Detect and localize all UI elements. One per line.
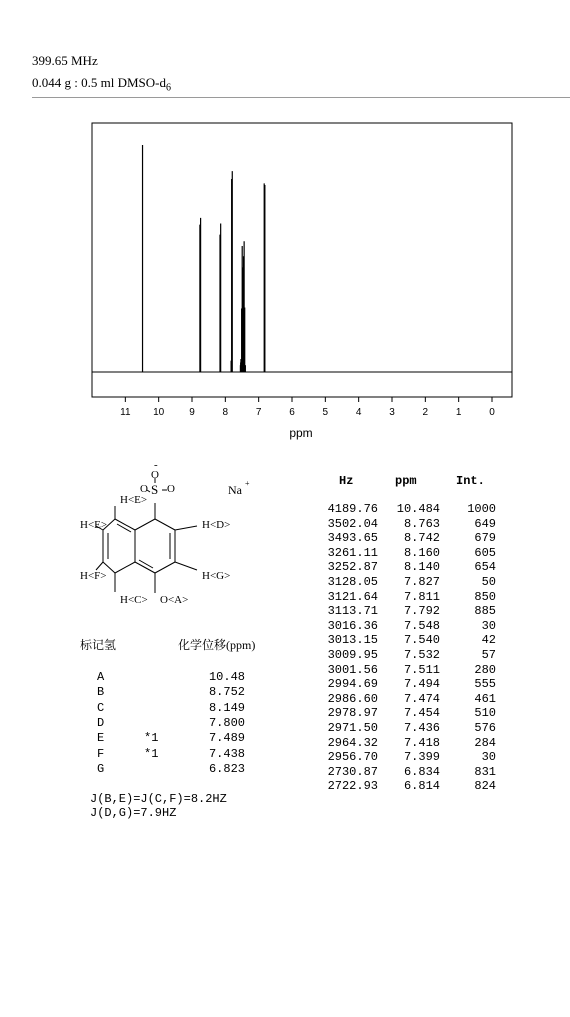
assignment-note: *1 bbox=[144, 746, 159, 761]
coupling-line: J(B,E)=J(C,F)=8.2HZ bbox=[90, 792, 227, 806]
peak-int: 1000 bbox=[467, 502, 496, 516]
counterion-na: Na bbox=[228, 483, 242, 497]
sample-prefix: 0.044 g : 0.5 ml DMSO-d bbox=[32, 75, 166, 90]
peak-int: 42 bbox=[481, 633, 496, 648]
assignment-label: E bbox=[97, 731, 105, 746]
atom-charge-minus: - bbox=[154, 459, 158, 471]
peak-ppm: 10.484 bbox=[396, 502, 440, 516]
atom-h-c: H<C> bbox=[120, 594, 148, 606]
peak-ppm: 7.494 bbox=[403, 677, 440, 692]
peak-hz: 3252.87 bbox=[327, 560, 378, 575]
peak-hz: 2730.87 bbox=[327, 764, 378, 779]
peak-int: 555 bbox=[474, 677, 496, 692]
assignment-shift: 7.800 bbox=[208, 715, 245, 730]
peak-ppm: 8.140 bbox=[403, 560, 440, 575]
peak-hz: 2722.93 bbox=[327, 779, 378, 794]
atom-o-right: O bbox=[167, 483, 175, 495]
peak-int: 885 bbox=[474, 604, 496, 619]
assignment-shift: 6.823 bbox=[208, 761, 245, 776]
peak-hz: 3493.65 bbox=[327, 531, 378, 546]
peak-hz: 3009.95 bbox=[327, 648, 378, 662]
counterion-charge: + bbox=[245, 479, 250, 488]
peak-hz: 3121.64 bbox=[327, 589, 378, 604]
peak-hz: 2978.97 bbox=[327, 706, 378, 721]
peak-int: 57 bbox=[481, 648, 496, 662]
peak-ppm: 7.511 bbox=[403, 662, 440, 677]
assignment-note: *1 bbox=[144, 731, 159, 746]
coupling-constants bbox=[90, 792, 227, 820]
peak-int: 461 bbox=[474, 691, 496, 706]
assignment-label: F bbox=[97, 746, 105, 761]
peak-hz: 4189.76 bbox=[327, 502, 378, 516]
peak-ppm: 7.474 bbox=[403, 691, 440, 706]
peak-int: 576 bbox=[474, 721, 496, 735]
frequency-label: 399.65 MHz bbox=[32, 53, 98, 68]
peak-int: 649 bbox=[474, 516, 496, 531]
peak-table-header-hz: Hz bbox=[339, 474, 354, 488]
x-axis-label: ppm bbox=[289, 426, 313, 440]
molecule-structure bbox=[0, 0, 320, 620]
peak-ppm: 7.792 bbox=[403, 604, 440, 619]
peak-ppm: 7.811 bbox=[403, 589, 440, 604]
x-tick-label: 2 bbox=[422, 407, 429, 418]
peak-table-header-ppm: ppm bbox=[395, 474, 417, 488]
peak-hz: 3001.56 bbox=[327, 662, 378, 677]
x-tick-label: 10 bbox=[153, 407, 165, 418]
x-tick-label: 3 bbox=[389, 407, 395, 418]
x-tick-label: 6 bbox=[289, 407, 295, 418]
peak-hz: 2956.70 bbox=[327, 750, 378, 765]
peak-hz: 3502.04 bbox=[327, 516, 378, 531]
assignment-shift: 7.489 bbox=[208, 731, 245, 746]
x-tick-label: 7 bbox=[255, 407, 262, 418]
peak-ppm: 8.742 bbox=[403, 531, 440, 546]
peak-int: 831 bbox=[474, 764, 496, 779]
peak-ppm: 7.532 bbox=[403, 648, 440, 662]
x-tick-label: 0 bbox=[489, 407, 495, 418]
peak-hz: 3261.11 bbox=[327, 545, 378, 560]
sample-subscript: 6 bbox=[165, 82, 171, 94]
peak-table-header-int: Int. bbox=[456, 474, 485, 488]
assignment-label: D bbox=[97, 715, 105, 730]
assignment-label: G bbox=[97, 761, 105, 776]
assignment-header-shift: 化学位移(ppm) bbox=[178, 638, 256, 652]
assignment-shift: 7.438 bbox=[208, 746, 245, 761]
atom-o-a: O<A> bbox=[160, 594, 189, 606]
peak-hz: 2964.32 bbox=[327, 735, 378, 750]
assignment-shift: 10.48 bbox=[208, 670, 245, 684]
atom-h-g: H<G> bbox=[202, 570, 231, 582]
peak-int: 824 bbox=[474, 779, 496, 794]
atom-o-top: O bbox=[151, 469, 159, 481]
peak-ppm: 7.399 bbox=[403, 750, 440, 765]
assignment-shift: 8.149 bbox=[208, 700, 245, 715]
peak-hz: 3113.71 bbox=[327, 604, 378, 619]
peak-hz: 2986.60 bbox=[327, 691, 378, 706]
peak-ppm: 7.418 bbox=[403, 735, 440, 750]
x-tick-label: 9 bbox=[189, 407, 195, 418]
peak-ppm: 8.160 bbox=[403, 545, 440, 560]
structure-atom-labels bbox=[80, 459, 250, 606]
assignment-label: A bbox=[97, 670, 105, 684]
peak-int: 284 bbox=[474, 735, 496, 750]
peak-ppm: 8.763 bbox=[403, 516, 440, 531]
peak-int: 605 bbox=[474, 545, 496, 560]
x-tick-label: 8 bbox=[222, 407, 229, 418]
assignment-label: B bbox=[97, 685, 105, 700]
atom-o-left: O bbox=[140, 483, 148, 495]
x-tick-label: 11 bbox=[120, 407, 131, 418]
peak-ppm: 7.827 bbox=[403, 575, 440, 589]
atom-h-f: H<F> bbox=[80, 570, 107, 582]
peak-ppm: 7.454 bbox=[403, 706, 440, 721]
peak-ppm: 7.548 bbox=[403, 618, 440, 633]
peak-int: 850 bbox=[474, 589, 496, 604]
peak-int: 654 bbox=[474, 560, 496, 575]
peak-int: 679 bbox=[474, 531, 496, 546]
peak-int: 30 bbox=[481, 618, 496, 633]
atom-s: S bbox=[151, 482, 159, 497]
atom-h-d: H<D> bbox=[202, 519, 231, 531]
peak-ppm: 7.540 bbox=[403, 633, 440, 648]
coupling-line: J(D,G)=7.9HZ bbox=[90, 806, 177, 820]
peak-hz: 2994.69 bbox=[327, 677, 378, 692]
peak-int: 280 bbox=[474, 662, 496, 677]
peak-ppm: 6.814 bbox=[403, 779, 440, 794]
peak-ppm: 7.436 bbox=[403, 721, 440, 735]
x-tick-label: 4 bbox=[355, 407, 362, 418]
peak-hz: 2971.50 bbox=[327, 721, 378, 735]
assignment-shift: 8.752 bbox=[208, 685, 245, 700]
peak-hz: 3128.05 bbox=[327, 575, 378, 589]
assignment-label: C bbox=[97, 700, 105, 715]
peak-int: 510 bbox=[474, 706, 496, 721]
peak-ppm: 6.834 bbox=[403, 764, 440, 779]
atom-h-e-left: H<E> bbox=[80, 519, 108, 531]
peak-hz: 3013.15 bbox=[327, 633, 378, 648]
peak-int: 50 bbox=[481, 575, 496, 589]
peak-hz: 3016.36 bbox=[327, 618, 378, 633]
assignment-header-label: 标记氢 bbox=[80, 638, 117, 652]
peak-int: 30 bbox=[481, 750, 496, 765]
x-tick-label: 1 bbox=[455, 407, 462, 418]
x-tick-label: 5 bbox=[322, 407, 329, 418]
atom-h-e-top: H<E> bbox=[120, 494, 148, 506]
